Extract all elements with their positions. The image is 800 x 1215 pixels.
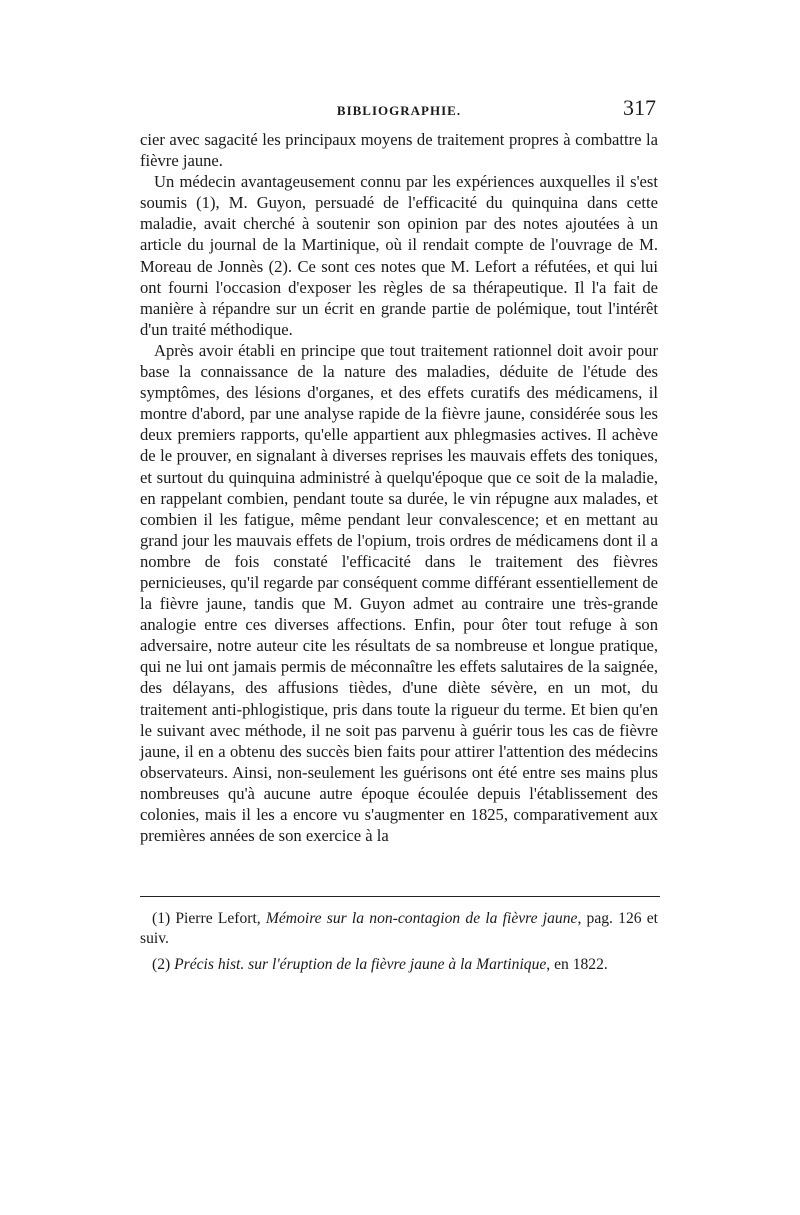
body-text [140,129,658,846]
page-header [140,95,658,129]
footnote-2 [140,955,658,975]
footnote-1-prefix: (1) Pierre Lefort, [152,910,266,928]
page-number: 317 [623,95,656,120]
footnotes [140,909,658,975]
footnote-1 [140,909,658,949]
paragraph-continued: cier avec sagacité les principaux moyens de traitement propres à combattre la fièvre jaune. [140,130,658,171]
running-head: BIBLIOGRAPHIE. [336,103,462,118]
footnote-1-suffix: , pag. 126 et suiv. [140,910,658,948]
page [140,95,658,981]
footnote-1-title: Mémoire sur la non-contagion de la fièvre jaune [265,910,578,928]
paragraph-treatment: Après avoir établi en principe que tout traitement rationnel doit avoir pour base la connaissance de la nature des maladies, déduite de l'étude des symptômes, des lésions d'organes, et des effets curatifs des médicamens, il montre d'abord, par une analyse rapide de la fièvre jaune, considérée sous les deux premiers rapports, qu'elle appartient aux phlegmasies actives. Il achève de le prouver, en signalant à diverses reprises les mauvais effets des toniques, et surtout du quinquina administré à quelqu'époque que ce soit de la maladie, en rappelant combien, pendant toute sa durée, le vin répugne aux malades, et combien il les fatigue, même pendant leur convalescence; et en mettant au grand jour les mauvais effets de l'opium, trois ordres de médicamens dont il a nombre de fois constaté l'efficacité dans le traitement des fièvres pernicieuses, qu'il regarde par conséquent comme différant essentiellement de la fièvre jaune, tandis que M. Guyon admet au contraire une très-grande analogie entre ces diverses affections. Enfin, pour ôter tout refuge à son adversaire, notre auteur cite les résultats de sa nombreuse et longue pratique, qui ne lui ont jamais permis de méconnaître les effets salutaires de la saignée, des délayans, des affusions tièdes, d'une diète sévère, en un mot, du traitement anti-phlogistique, pris dans toute la rigueur du terme. Et bien qu'en le suivant avec méthode, il ne soit pas parvenu à guérir tous les cas de fièvre jaune, il en a obtenu des succès bien faits pour attirer l'attention des médecins observateurs. Ainsi, non-seulement les guérisons ont été entre ses mains plus nombreuses qu'à aucune autre époque écoulée depuis l'établissement des colonies, mais il les a encore vu s'augmenter en 1825, comparativement aux premières années de son exercice à la [140,340,658,846]
footnote-2-prefix: (2) [152,956,175,974]
footnote-2-title: Précis hist. sur l'éruption de la fièvre jaune à la Martinique [174,956,547,974]
footnote-2-suffix: , en 1822. [546,956,608,974]
footnote-rule [140,896,660,897]
paragraph-guyon: Un médecin avantageusement connu par les expériences auxquelles il s'est soumis (1), M. Guyon, persuadé de l'efficacité du quinquina dans cette maladie, avait cherché à soutenir son opinion par des notes ajoutées à un article du journal de la Martinique, où il rendait compte de l'ouvrage de M. Moreau de Jonnès (2). Ce sont ces notes que M. Lefort a réfutées, et qui lui ont fourni l'occasion d'exposer les règles de sa thérapeutique. Il l'a fait de manière à répandre sur un écrit en grande partie de polémique, tout l'intérêt d'un traité méthodique. [140,172,658,339]
